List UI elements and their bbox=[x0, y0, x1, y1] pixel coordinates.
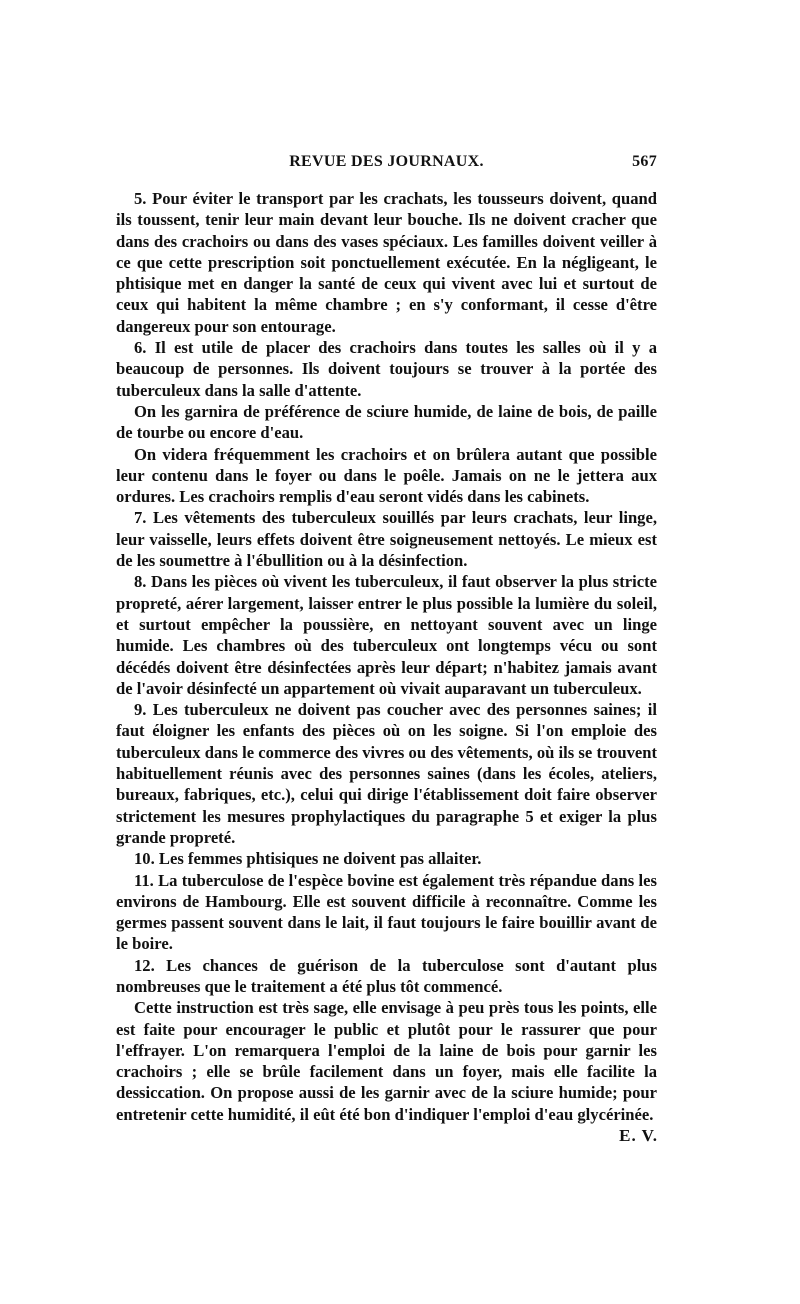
page-header bbox=[116, 153, 657, 175]
article-body bbox=[116, 188, 657, 1125]
paragraph-8: 8. Dans les pièces où vivent les tuberculeux, il faut observer la plus stricte propreté, aérer largement, laisser entrer le plus possible la lumière du soleil, et surtout empêcher la poussière, en nettoyant souvent avec un linge humide. Les chambres où des tuberculeux ont longtemps vécu ou sont décédés doivent être désinfectées après leur départ; n'habitez jamais avant de l'avoir désinfecté un appartement où vivait auparavant un tuberculeux. bbox=[116, 572, 657, 698]
paragraph-7: 7. Les vêtements des tuberculeux souillés par leurs crachats, leur linge, leur vaisselle, leurs effets doivent être soigneusement nettoyés. Le mieux est de les soumettre à l'ébullition ou à la désinfection. bbox=[116, 508, 657, 571]
paragraph-6: 6. Il est utile de placer des crachoirs dans toutes les salles où il y a beaucoup de personnes. Ils doivent toujours se trouver à la portée des tuberculeux dans la salle d'attente. bbox=[116, 338, 657, 400]
paragraph-5: 5. Pour éviter le transport par les crachats, les tousseurs doivent, quand ils toussent, tenir leur main devant leur bouche. Ils ne doivent cracher que dans des crachoirs ou dans des vases spéciaux. Les familles doivent veiller à ce que cette prescription soit ponctuellement exécutée. En la négligeant, le phtisique met en danger la santé de ceux qui vivent avec lui et surtout de ceux qui habitent la même chambre ; en s'y conformant, il cesse d'être dangereux pour son entourage. bbox=[116, 189, 657, 336]
paragraph-12: 12. Les chances de guérison de la tuberculose sont d'autant plus nombreuses que le traitement a été plus tôt commencé. bbox=[116, 955, 657, 996]
page-number: 567 bbox=[632, 153, 657, 170]
paragraph-10: 10. Les femmes phtisiques ne doivent pas allaiter. bbox=[134, 849, 482, 869]
author-signature: E. V. bbox=[619, 1126, 658, 1145]
paragraph-11: 11. La tuberculose de l'espèce bovine est également très répandue dans les environs de Hambourg. Elle est souvent difficile à reconnaître. Comme les germes passent souvent dans le lait, il faut toujours le faire bouillir avant de le boire. bbox=[116, 870, 657, 954]
commentary-paragraph: Cette instruction est très sage, elle envisage à peu près tous les points, elle est faite pour encourager le public et plutôt pour le rassurer que pour l'effrayer. L'on remarquera l'emploi de la laine de bois pour garnir les crachoirs ; elle se brûle facilement dans un foyer, mais elle facilite la dessiccation. On propose aussi de les garnir avec de la sciure humide; pour entretenir cette humidité, il eût été bon d'indiquer l'emploi d'eau glycérinée. bbox=[116, 998, 657, 1124]
paragraph-6-filling: On les garnira de préférence de sciure humide, de laine de bois, de paille de tourbe ou encore d'eau. bbox=[116, 401, 657, 443]
paragraph-9: 9. Les tuberculeux ne doivent pas coucher avec des personnes saines; il faut éloigner les enfants des pièces où on les soigne. Si l'on emploie des tuberculeux dans le commerce des vivres ou des vêtements, où ils se trouvent habituellement réunis avec des personnes saines (dans les écoles, ateliers, bureaux, fabriques, etc.), celui qui dirige l'établissement doit faire observer strictement les mesures prophylactiques du paragraphe 5 et exiger la plus grande propreté. bbox=[116, 700, 657, 847]
running-title: REVUE DES JOURNAUX. bbox=[289, 153, 484, 170]
paragraph-6-emptying: On videra fréquemment les crachoirs et on brûlera autant que possible leur contenu dans le foyer ou dans le poêle. Jamais on ne le jettera aux ordures. Les crachoirs remplis d'eau seront vidés dans les cabinets. bbox=[116, 444, 657, 507]
